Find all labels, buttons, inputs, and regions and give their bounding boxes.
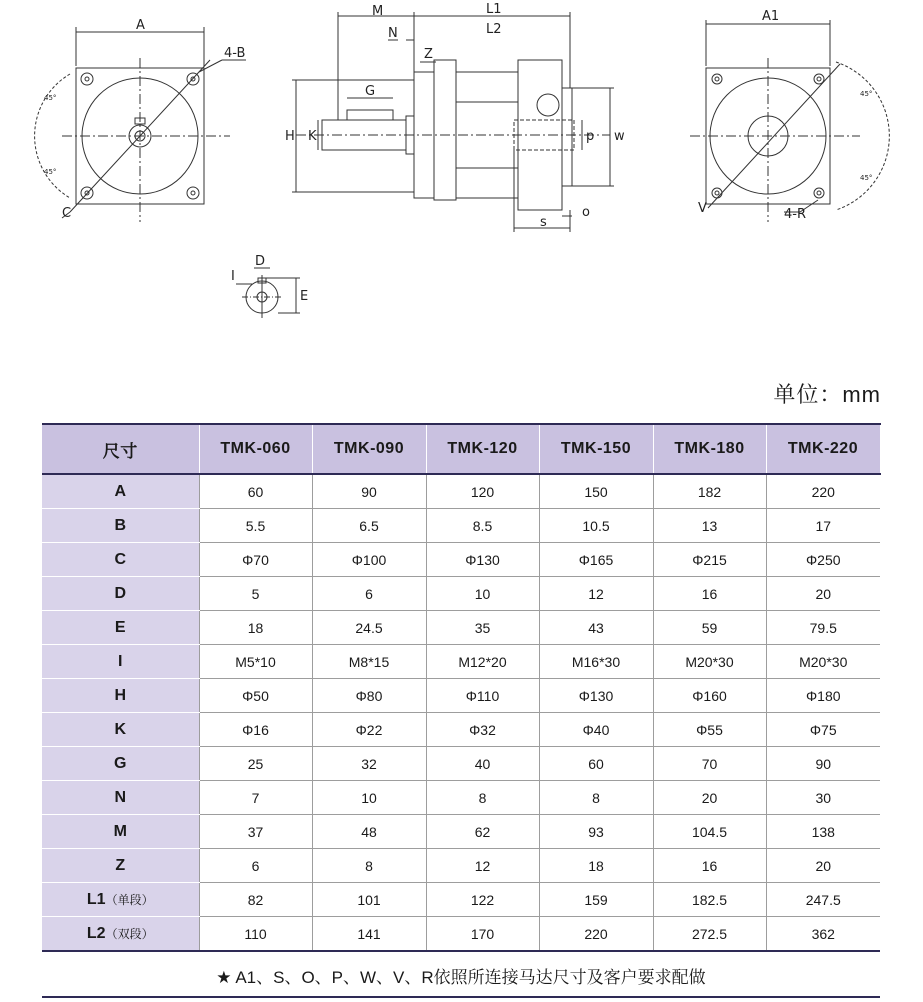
label-p: p	[586, 129, 595, 144]
label-G: G	[365, 84, 376, 99]
row-label-text: A	[114, 482, 127, 500]
table-cell: 5	[199, 577, 312, 611]
row-label	[42, 747, 199, 781]
table-cell: 40	[426, 747, 539, 781]
row-label	[42, 679, 199, 713]
table-row	[42, 815, 880, 849]
table-cell: 6	[312, 577, 426, 611]
table-cell: 60	[539, 747, 653, 781]
table-cell: 62	[426, 815, 539, 849]
label-L2: L2	[486, 22, 502, 37]
table-cell: 82	[199, 883, 312, 917]
table-cell: 182	[653, 474, 766, 509]
table-cell: 104.5	[653, 815, 766, 849]
row-label-text: L2	[86, 924, 106, 942]
table-cell: Φ165	[539, 543, 653, 577]
table-cell: Φ130	[539, 679, 653, 713]
table-cell: 20	[653, 781, 766, 815]
table-cell: Φ180	[766, 679, 880, 713]
table-cell: 48	[312, 815, 426, 849]
table-cell: 20	[766, 849, 880, 883]
table-row	[42, 781, 880, 815]
shaft-detail	[236, 268, 300, 318]
table-cell: Φ80	[312, 679, 426, 713]
table-cell: 37	[199, 815, 312, 849]
table-cell: 362	[766, 917, 880, 952]
table-row	[42, 849, 880, 883]
table-row	[42, 577, 880, 611]
table-row	[42, 611, 880, 645]
table-cell: 24.5	[312, 611, 426, 645]
label-s: s	[540, 215, 547, 230]
label-angle-4: 45°	[860, 174, 873, 182]
table-cell: 6.5	[312, 509, 426, 543]
table-cell: 18	[539, 849, 653, 883]
table-cell: 6	[199, 849, 312, 883]
table-cell: 13	[653, 509, 766, 543]
table-row	[42, 713, 880, 747]
table-cell: 170	[426, 917, 539, 952]
table-cell: 20	[766, 577, 880, 611]
column-header: TMK-220	[766, 424, 880, 474]
table-cell: 90	[312, 474, 426, 509]
row-label-text: B	[114, 516, 127, 534]
label-4R: 4-R	[784, 207, 806, 222]
table-cell: 16	[653, 577, 766, 611]
dimension-drawing	[0, 0, 923, 330]
unit-label: 单位：mm	[773, 382, 881, 407]
label-D: D	[255, 254, 266, 269]
row-label-text: E	[114, 618, 126, 636]
row-label-sub: （双段）	[105, 926, 154, 941]
table-cell: Φ55	[653, 713, 766, 747]
table-cell: M16*30	[539, 645, 653, 679]
table-cell: 90	[766, 747, 880, 781]
label-K: K	[308, 129, 317, 144]
row-label-text: G	[114, 754, 127, 772]
front-view-input	[690, 20, 889, 222]
table-cell: 12	[539, 577, 653, 611]
label-M: M	[372, 4, 384, 19]
table-cell: 8.5	[426, 509, 539, 543]
row-label-sub: （单段）	[105, 892, 154, 907]
table-cell: 5.5	[199, 509, 312, 543]
table-cell: 120	[426, 474, 539, 509]
label-angle-2: 45°	[44, 168, 57, 176]
table-cell: Φ160	[653, 679, 766, 713]
table-cell: Φ130	[426, 543, 539, 577]
row-label	[42, 509, 199, 543]
label-V: V	[698, 201, 707, 216]
label-A: A	[136, 18, 145, 33]
row-label-text: D	[114, 584, 127, 602]
row-label-text: N	[114, 788, 127, 806]
column-header: TMK-120	[426, 424, 539, 474]
table-cell: 150	[539, 474, 653, 509]
table-cell: 25	[199, 747, 312, 781]
label-Z: Z	[424, 47, 433, 62]
row-label-text: Z	[115, 856, 126, 874]
table-cell: 182.5	[653, 883, 766, 917]
table-cell: 8	[426, 781, 539, 815]
label-4B: 4-B	[224, 46, 246, 61]
label-H: H	[285, 129, 295, 144]
table-cell: 35	[426, 611, 539, 645]
table-cell: M5*10	[199, 645, 312, 679]
table-cell: 18	[199, 611, 312, 645]
table-cell: Φ16	[199, 713, 312, 747]
spec-table	[42, 423, 881, 952]
table-cell: 220	[766, 474, 880, 509]
table-cell: Φ50	[199, 679, 312, 713]
table-cell: 7	[199, 781, 312, 815]
label-L1: L1	[486, 2, 502, 17]
table-row	[42, 543, 880, 577]
table-cell: Φ40	[539, 713, 653, 747]
column-header: TMK-180	[653, 424, 766, 474]
row-label	[42, 611, 199, 645]
label-E: E	[300, 289, 309, 304]
table-cell: M20*30	[766, 645, 880, 679]
row-label	[42, 849, 199, 883]
row-label-text: C	[114, 550, 127, 568]
table-cell: Φ250	[766, 543, 880, 577]
table-cell: 59	[653, 611, 766, 645]
table-cell: 272.5	[653, 917, 766, 952]
row-label	[42, 645, 199, 679]
row-label	[42, 917, 199, 952]
row-label	[42, 577, 199, 611]
table-row	[42, 917, 880, 952]
footnote: ★ A1、S、O、P、W、V、R依照所连接马达尺寸及客户要求配做	[216, 968, 706, 987]
table-cell: Φ32	[426, 713, 539, 747]
table-row	[42, 474, 880, 509]
label-w: w	[614, 129, 625, 144]
table-cell: 138	[766, 815, 880, 849]
side-view	[292, 12, 614, 232]
table-cell: 93	[539, 815, 653, 849]
table-cell: Φ70	[199, 543, 312, 577]
column-header: TMK-150	[539, 424, 653, 474]
table-corner: 尺寸	[42, 424, 199, 474]
table-cell: 30	[766, 781, 880, 815]
row-label	[42, 713, 199, 747]
label-angle-1: 45°	[44, 94, 57, 102]
footnote-rule	[42, 996, 880, 998]
table-row	[42, 679, 880, 713]
table-row	[42, 645, 880, 679]
table-cell: 247.5	[766, 883, 880, 917]
table-row	[42, 509, 880, 543]
row-label-text: K	[114, 720, 127, 738]
table-cell: 8	[539, 781, 653, 815]
table-cell: M12*20	[426, 645, 539, 679]
table-header-row	[42, 424, 880, 474]
table-cell: 10	[312, 781, 426, 815]
table-cell: Φ22	[312, 713, 426, 747]
table-cell: 70	[653, 747, 766, 781]
row-label-text: M	[113, 822, 127, 840]
row-label	[42, 543, 199, 577]
table-cell: 101	[312, 883, 426, 917]
table-cell: 79.5	[766, 611, 880, 645]
label-angle-3: 45°	[860, 90, 873, 98]
table-row	[42, 883, 880, 917]
table-cell: 16	[653, 849, 766, 883]
row-label-text: L1	[86, 890, 106, 908]
row-label-text: I	[118, 652, 123, 670]
table-row	[42, 747, 880, 781]
label-I: I	[231, 269, 235, 284]
column-header: TMK-060	[199, 424, 312, 474]
label-A1: A1	[762, 9, 780, 24]
column-header: TMK-090	[312, 424, 426, 474]
table-cell: M20*30	[653, 645, 766, 679]
table-cell: 10.5	[539, 509, 653, 543]
table-cell: 60	[199, 474, 312, 509]
row-label-text: H	[114, 686, 127, 704]
table-cell: 12	[426, 849, 539, 883]
table-cell: 159	[539, 883, 653, 917]
table-cell: 220	[539, 917, 653, 952]
table-cell: Φ110	[426, 679, 539, 713]
table-cell: Φ100	[312, 543, 426, 577]
row-label	[42, 474, 199, 509]
label-C: C	[62, 206, 72, 221]
table-cell: M8*15	[312, 645, 426, 679]
table-cell: 32	[312, 747, 426, 781]
table-cell: 8	[312, 849, 426, 883]
table-cell: 141	[312, 917, 426, 952]
row-label	[42, 883, 199, 917]
front-view-output	[35, 27, 246, 222]
table-cell: Φ215	[653, 543, 766, 577]
row-label	[42, 815, 199, 849]
table-cell: Φ75	[766, 713, 880, 747]
table-cell: 43	[539, 611, 653, 645]
table-cell: 122	[426, 883, 539, 917]
row-label	[42, 781, 199, 815]
label-N: N	[388, 26, 398, 41]
table-cell: 17	[766, 509, 880, 543]
table-cell: 110	[199, 917, 312, 952]
table-cell: 10	[426, 577, 539, 611]
label-o: o	[582, 205, 590, 220]
